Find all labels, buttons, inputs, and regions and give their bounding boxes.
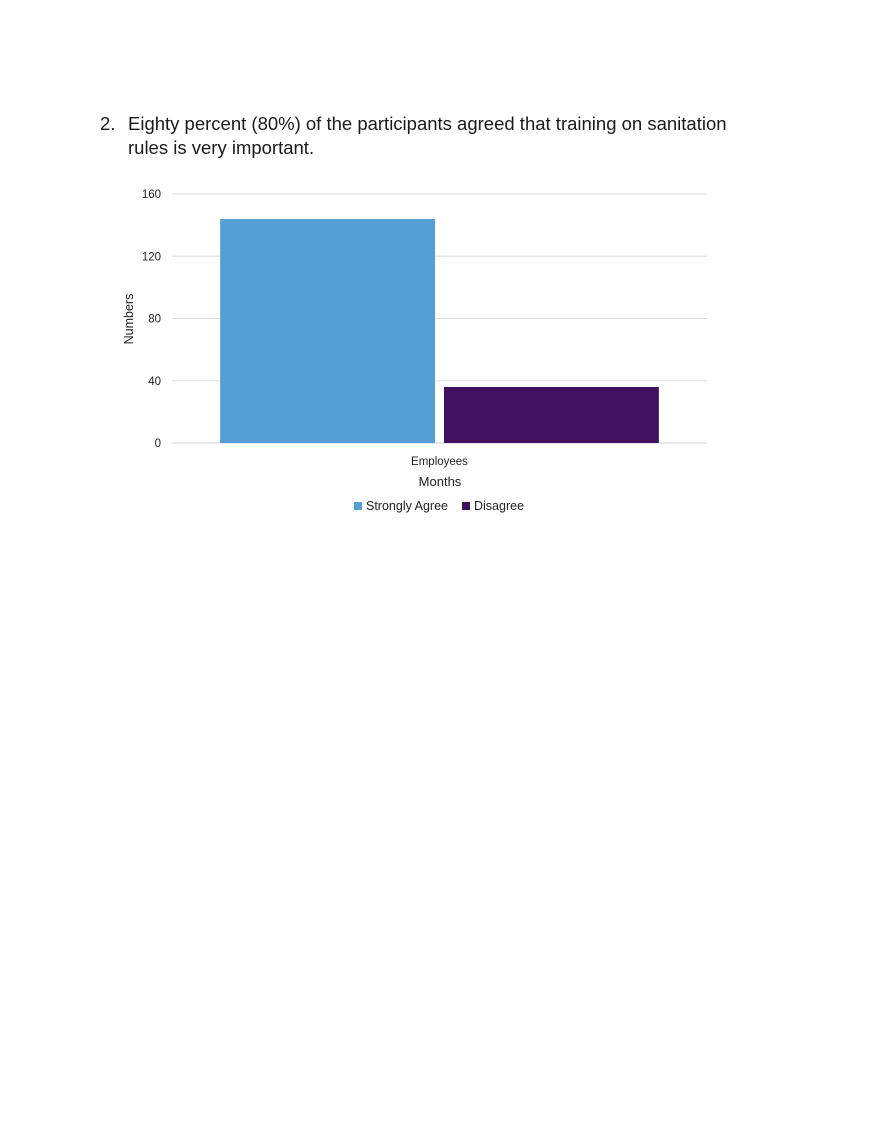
bar-chart: [0, 0, 880, 560]
bar-strongly-agree: [220, 219, 435, 443]
y-axis-label: Numbers: [122, 293, 136, 345]
x-axis-label: Months: [418, 474, 462, 489]
bars: [220, 219, 659, 443]
legend-label: Disagree: [474, 499, 525, 513]
legend-label: Strongly Agree: [366, 499, 448, 513]
legend-swatch-strongly-agree: [354, 502, 362, 510]
bar-disagree: [444, 387, 659, 443]
x-category-label: Employees: [411, 456, 468, 468]
y-tick-label: 160: [141, 189, 161, 201]
legend: [354, 499, 524, 513]
y-axis-ticks: [142, 189, 161, 450]
legend-swatch-disagree: [462, 502, 470, 510]
y-tick-label: 120: [141, 251, 161, 264]
list-number: 2.: [100, 113, 116, 134]
x-axis-categories: [411, 456, 468, 468]
paragraph-text: Eighty percent (80%) of the participants agreed that training on sanitation rules is very important.: [128, 113, 727, 158]
y-tick-label: 40: [148, 375, 161, 388]
y-tick-label: 0: [154, 438, 161, 450]
y-tick-label: 80: [148, 313, 161, 326]
